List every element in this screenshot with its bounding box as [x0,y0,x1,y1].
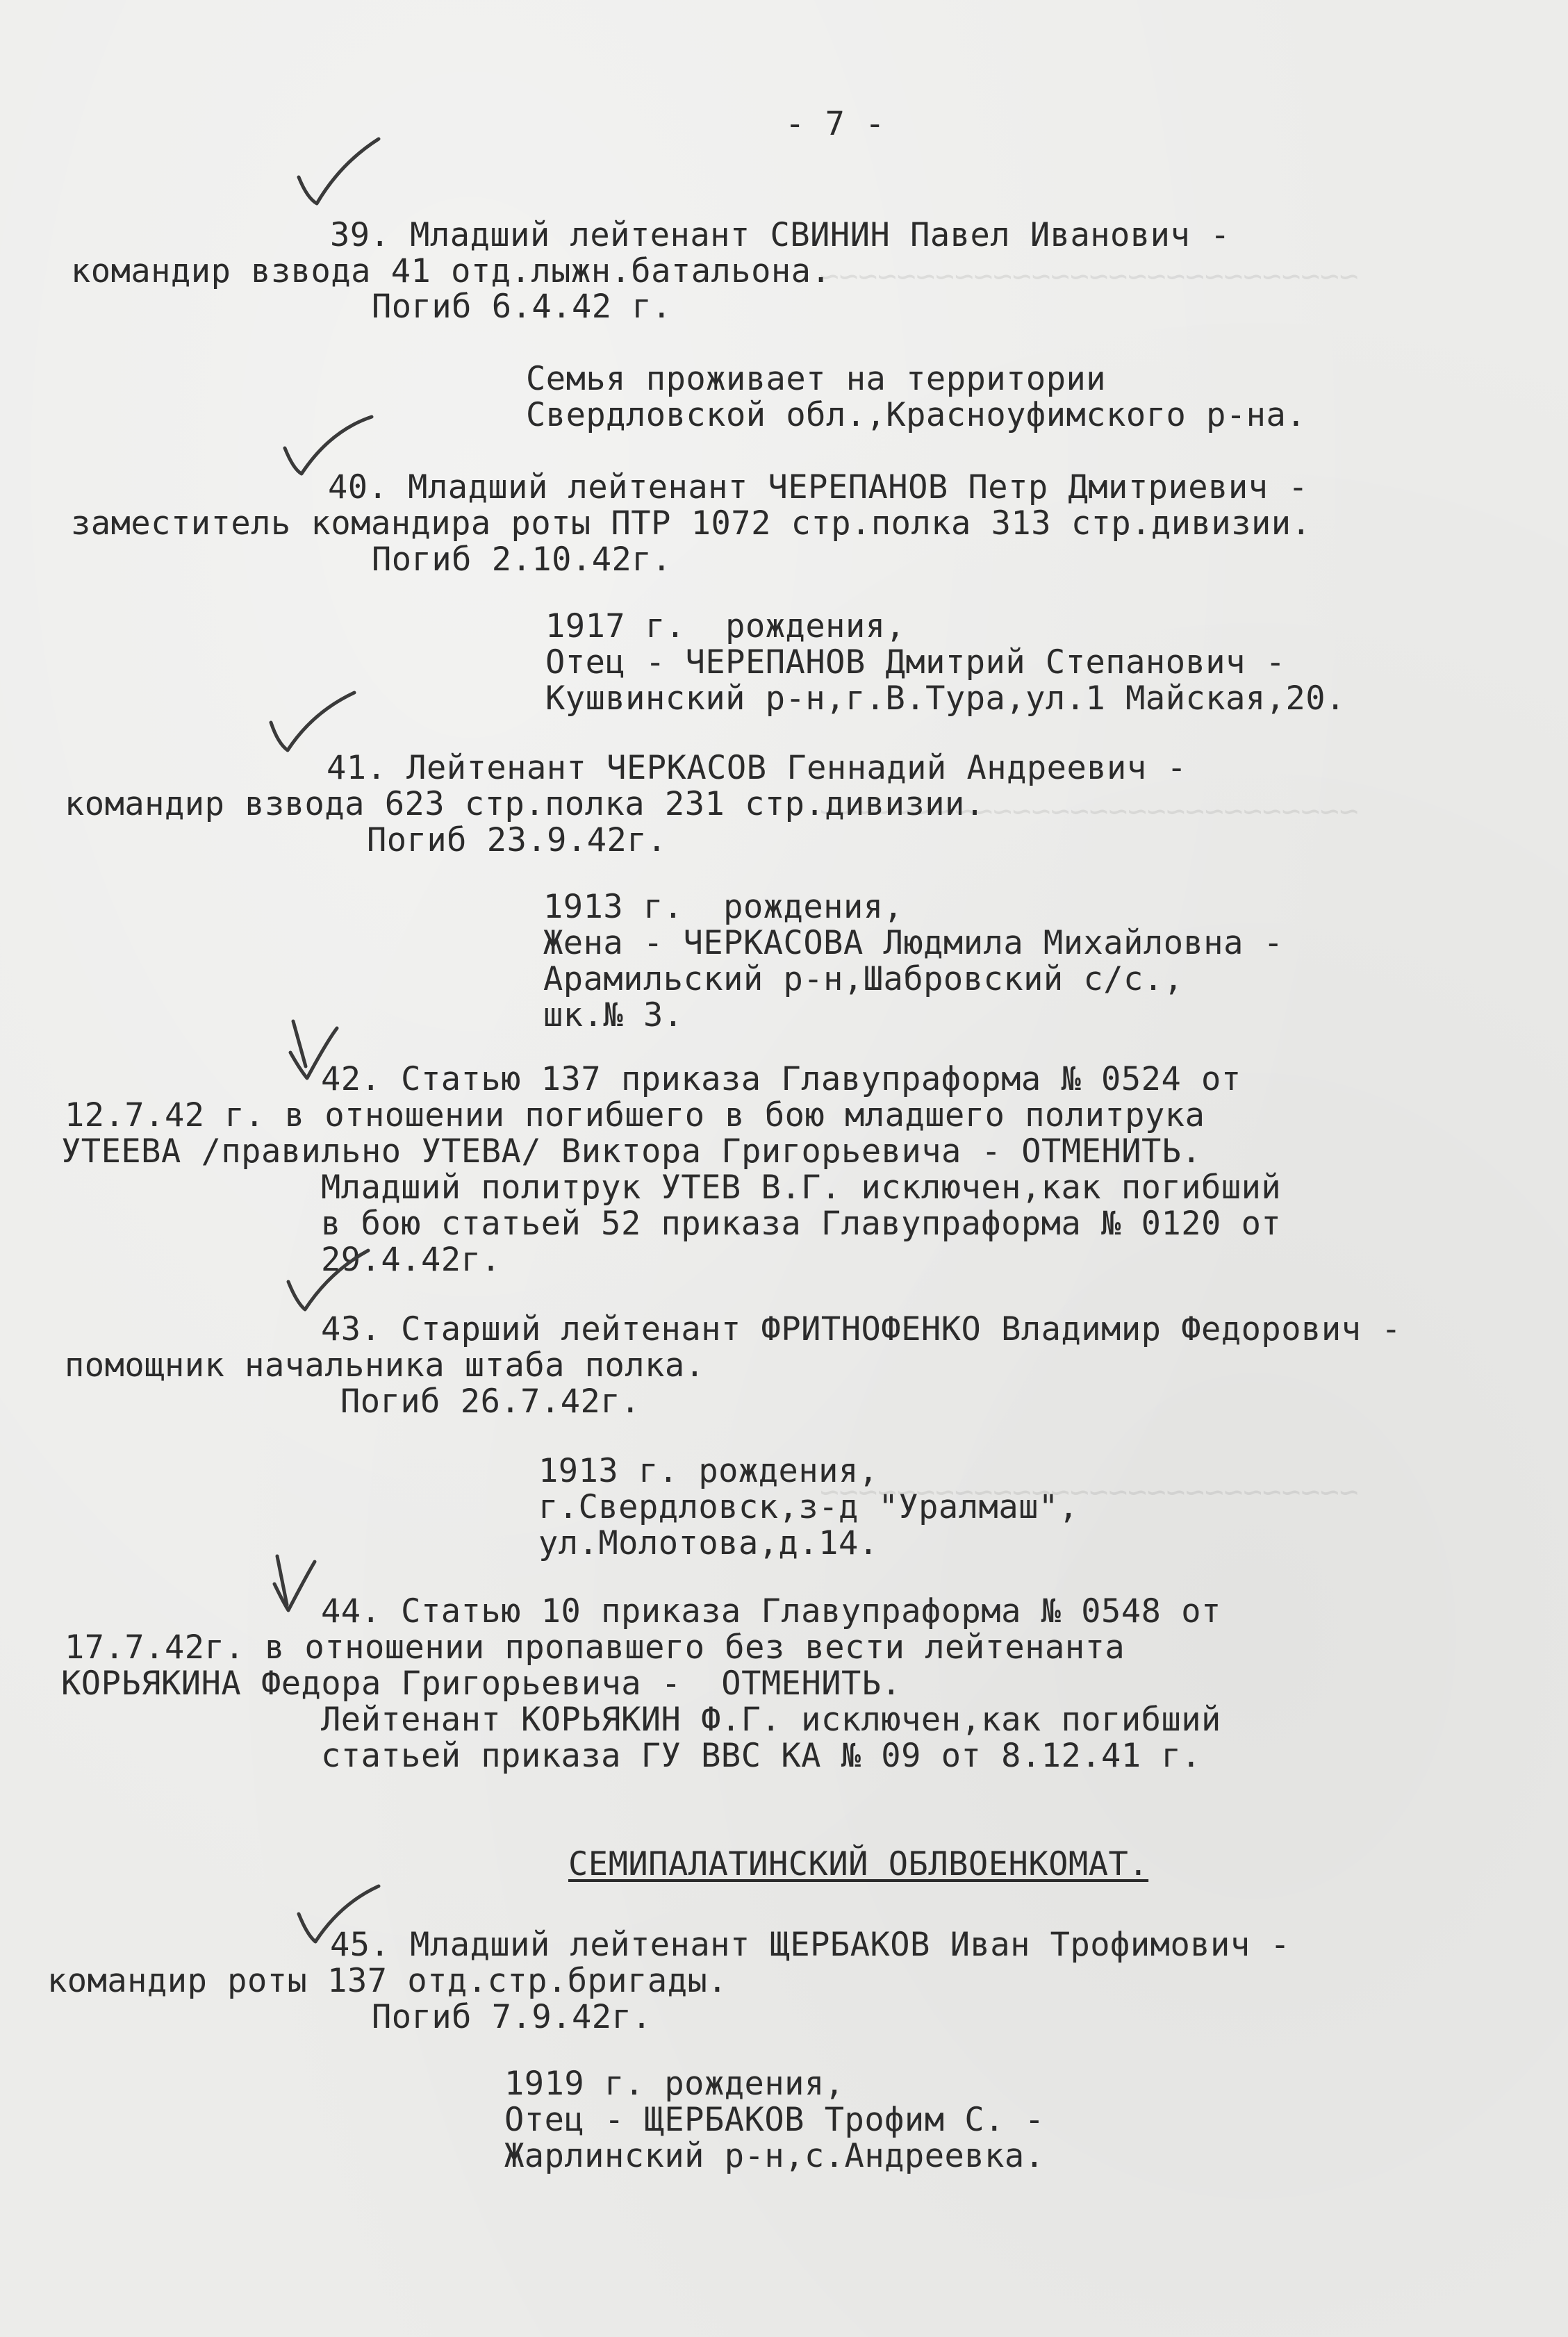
entry-39-role: командир взвода 41 отд.лыжн.батальона. [71,252,832,290]
entry-41-address: шк.№ 3. [543,996,684,1034]
entry-40-death: Погиб 2.10.42г. [372,540,672,579]
entry-43-address: г.Свердловск,з-д "Уралмаш", [538,1488,1079,1526]
entry-43-address: ул.Молотова,д.14. [538,1524,879,1562]
entry-45-role: командир роты 137 отд.стр.бригады. [47,1962,728,2000]
entry-45-birth: 1919 г. рождения, [504,2065,845,2103]
entry-42-line: 12.7.42 г. в отношении погибшего в бою младшего политрука [65,1096,1205,1134]
entry-42-line: Младший политрук УТЕВ В.Г. исключен,как погибший [321,1168,1282,1207]
entry-39-death: Погиб 6.4.42 г. [372,288,672,326]
show-through-text: ~~~~~~~~~~~~~~~~~~~~~~~~~~~~ [820,1473,1359,1510]
entry-45-address: Жарлинский р-н,с.Андреевка. [504,2137,1045,2175]
entry-43-death: Погиб 26.7.42г. [340,1382,641,1421]
show-through-text: ~~~~~~~~~~~~~~~~~~~~~~~~~~~~ [820,792,1359,829]
entry-41-birth: 1913 г. рождения, [543,888,904,926]
entry-42-line: в бою статьей 52 приказа Главупраформа № 0120 от [321,1205,1282,1243]
entry-40-address: Кушвинский р-н,г.В.Тура,ул.1 Майская,20. [545,679,1346,718]
entry-44-line: КОРЬЯКИНА Федора Григорьевича - ОТМЕНИТЬ. [61,1665,902,1703]
entry-45-heading: 45. Младший лейтенант ЩЕРБАКОВ Иван Трофимович - [330,1926,1291,1964]
entry-41-heading: 41. Лейтенант ЧЕРКАСОВ Геннадий Андреевич - [327,749,1187,787]
show-through-text: ~~~~~~~~~~~~~~~~~~~~~~~~~~~~ [820,257,1359,295]
entry-39-family-note: Семья проживает на территории [526,360,1107,398]
handwritten-check-icon [292,135,403,219]
entry-40-heading: 40. Младший лейтенант ЧЕРЕПАНОВ Петр Дмитриевич - [328,468,1309,506]
entry-41-address: Арамильский р-н,Шабровский с/с., [543,960,1184,998]
entry-40-birth: 1917 г. рождения, [545,607,906,645]
entry-44-line: Лейтенант КОРЬЯКИН Ф.Г. исключен,как погибший [321,1701,1221,1739]
entry-42-line: УТЕЕВА /правильно УТЕВА/ Виктора Григорьевича - ОТМЕНИТЬ. [61,1132,1202,1171]
entry-45-death: Погиб 7.9.42г. [372,1998,652,2036]
page-number: - 7 - [785,105,885,143]
entry-41-death: Погиб 23.9.42г. [367,821,667,859]
entry-41-relative: Жена - ЧЕРКАСОВА Людмила Михайловна - [543,924,1284,962]
entry-45-relative: Отец - ЩЕРБАКОВ Трофим С. - [504,2101,1045,2139]
entry-41-role: командир взвода 623 стр.полка 231 стр.дивизии. [65,785,985,823]
entry-42-line: 42. Статью 137 приказа Главупраформа № 0524 от [321,1060,1241,1098]
entry-39-family-note: Свердловской обл.,Красноуфимского р-на. [526,396,1307,434]
entry-42-line: 29.4.42г. [321,1241,502,1279]
entry-43-heading: 43. Старший лейтенант ФРИТНОФЕНКО Владимир Федорович - [321,1310,1402,1348]
entry-43-role: помощник начальника штаба полка. [65,1346,705,1385]
entry-44-line: 44. Статью 10 приказа Главупраформа № 0548 от [321,1592,1221,1630]
entry-44-line: 17.7.42г. в отношении пропавшего без вести лейтенанта [65,1628,1125,1667]
entry-40-role: заместитель командира роты ПТР 1072 стр.полка 313 стр.дивизии. [71,504,1312,543]
section-heading: СЕМИПАЛАТИНСКИЙ ОБЛВОЕНКОМАТ. [568,1845,1149,1883]
entry-44-line: статьей приказа ГУ ВВС КА № 09 от 8.12.41 г. [321,1737,1202,1775]
entry-40-relative: Отец - ЧЕРЕПАНОВ Дмитрий Степанович - [545,643,1286,682]
entry-39-heading: 39. Младший лейтенант СВИНИН Павел Иванович - [330,216,1230,254]
entry-43-birth: 1913 г. рождения, [538,1452,879,1490]
